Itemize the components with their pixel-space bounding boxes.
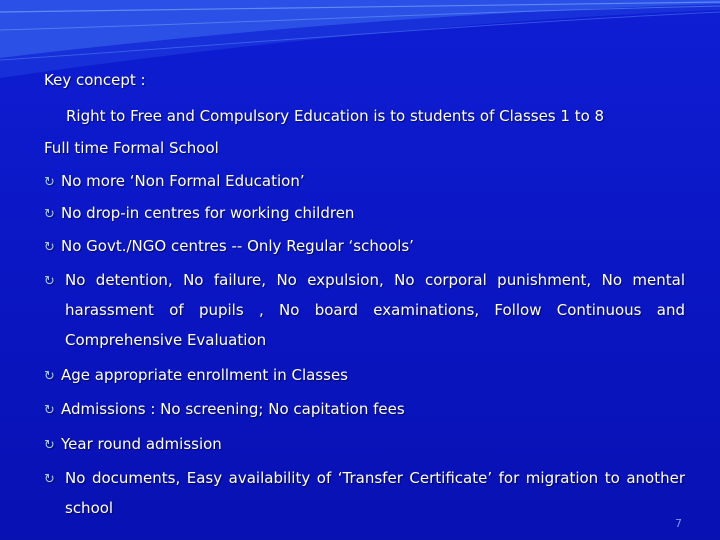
rotated-arrow-icon: ↻ [44, 175, 55, 190]
bullet-item [44, 468, 61, 490]
rotated-arrow-icon: ↻ [44, 438, 55, 453]
rotated-arrow-icon: ↻ [44, 472, 55, 487]
bullet-text: No Govt./NGO centres -- Only Regular ‘schools’ [61, 237, 414, 255]
bullet-text: No detention, No failure, No expulsion, No corporal punishment, No mental [65, 271, 685, 289]
rotated-arrow-icon: ↻ [44, 403, 55, 418]
bullet-text: Year round admission [61, 435, 222, 453]
rotated-arrow-icon: ↻ [44, 274, 55, 289]
rotated-arrow-icon: ↻ [44, 240, 55, 255]
rotated-arrow-icon: ↻ [44, 369, 55, 384]
bullet-text-continuation: harassment of pupils , No board examinations, Follow Continuous and [65, 301, 685, 319]
subheading: Full time Formal School [44, 139, 219, 157]
bullet-item [44, 365, 348, 387]
bullet-item [44, 236, 414, 258]
bullet-text: Admissions : No screening; No capitation fees [61, 400, 405, 418]
bullet-text: No documents, Easy availability of ‘Transfer Certificate’ for migration to another [65, 469, 685, 487]
bullet-item [44, 434, 222, 456]
bullet-item [44, 399, 405, 421]
bullet-text: No more ‘Non Formal Education’ [61, 172, 305, 190]
intro-text: Right to Free and Compulsory Education is to students of Classes 1 to 8 [66, 107, 605, 125]
bullet-item [44, 171, 305, 193]
bullet-item [44, 203, 354, 225]
bullet-item [44, 270, 61, 292]
bullet-text-continuation: school [65, 499, 114, 517]
heading: Key concept : [44, 71, 146, 89]
bullet-text: No drop-in centres for working children [61, 204, 355, 222]
page-number: 7 [675, 517, 682, 530]
rotated-arrow-icon: ↻ [44, 207, 55, 222]
bullet-text-continuation: Comprehensive Evaluation [65, 331, 267, 349]
bullet-text: Age appropriate enrollment in Classes [61, 366, 348, 384]
